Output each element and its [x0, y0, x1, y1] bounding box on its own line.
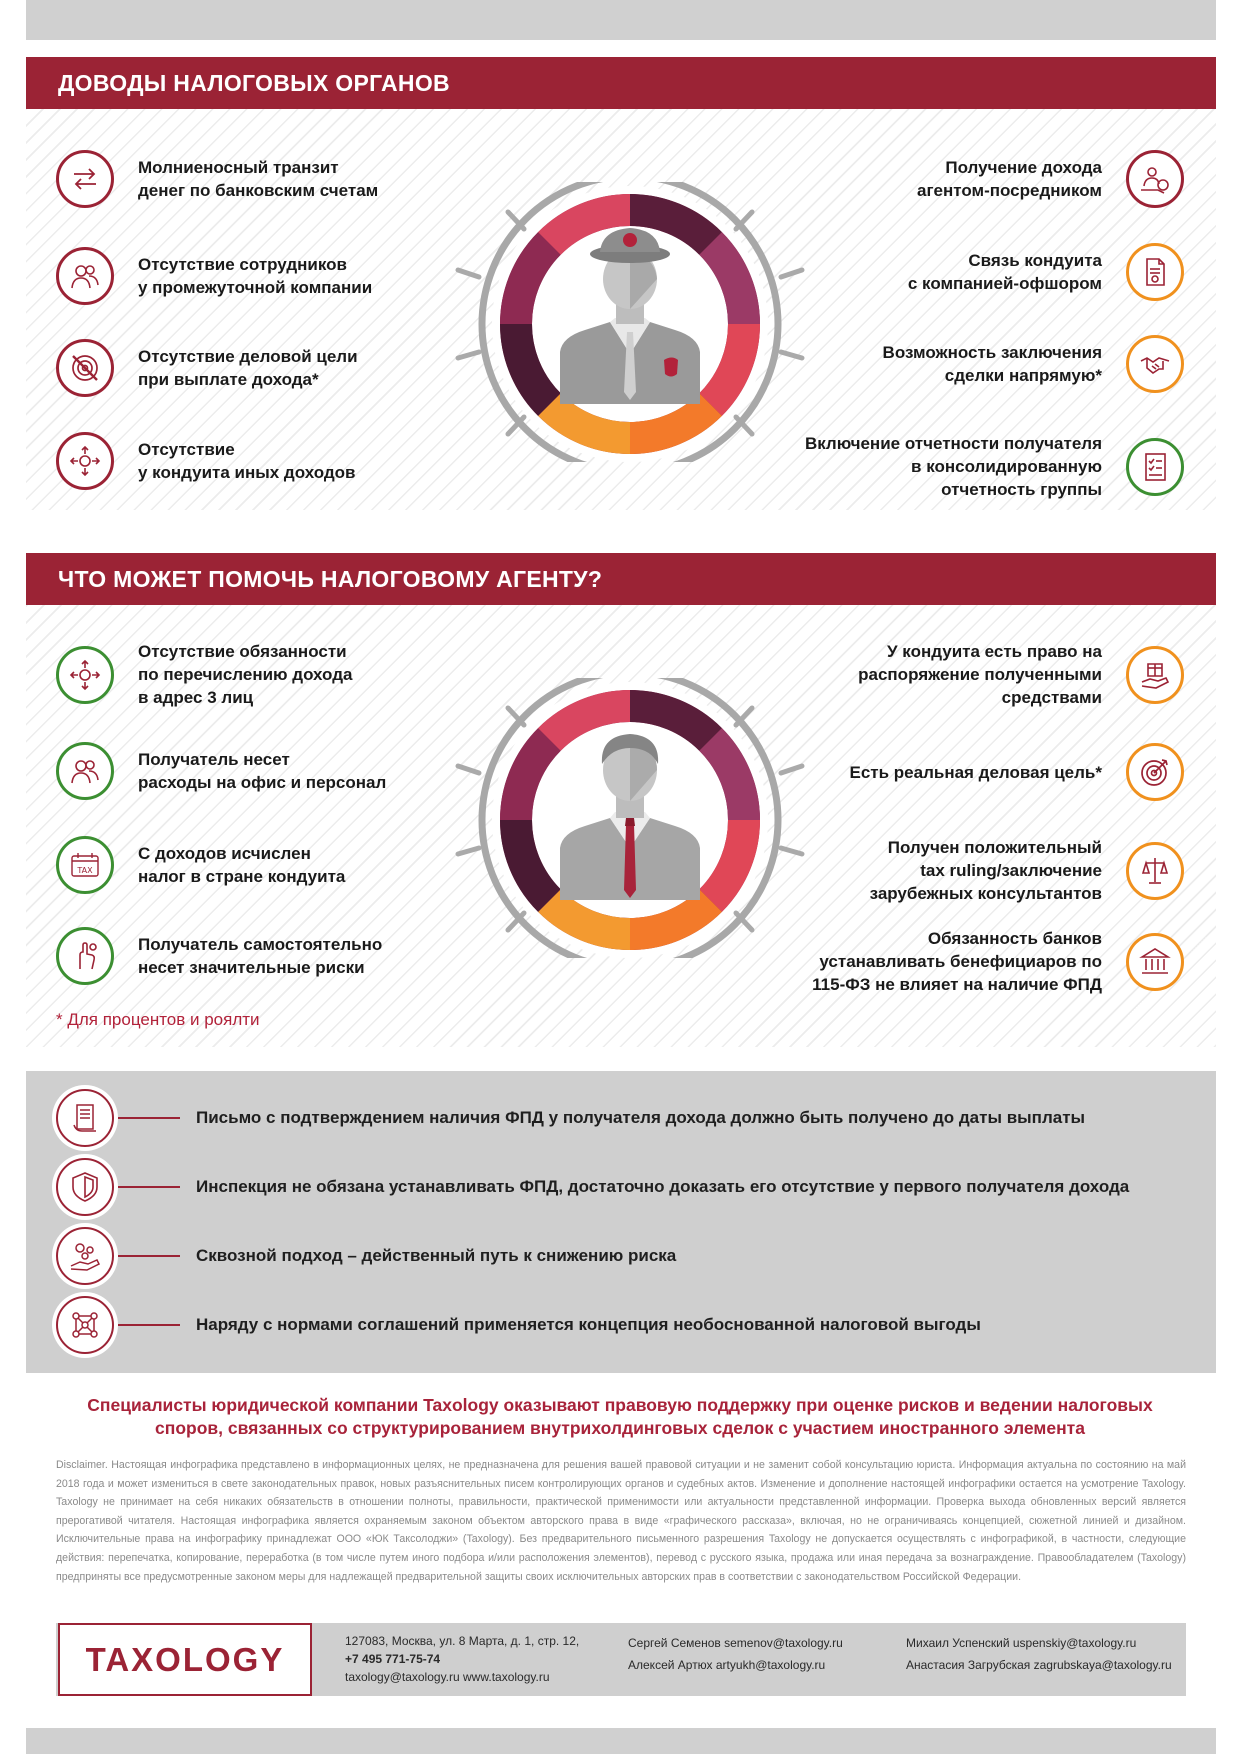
bottom-bar	[26, 1728, 1216, 1754]
footer-contacts-1	[628, 1632, 843, 1676]
conclusion-row: Сквозной подход – действенный путь к снижению риска	[56, 1227, 676, 1285]
contact-link[interactable]: Михаил Успенский uspenskiy@taxology.ru	[906, 1636, 1137, 1650]
money-arrows-icon	[56, 432, 114, 490]
argument-item: Связь кондуита с компанией-офшором	[908, 243, 1184, 301]
argument-item: Отсутствие деловой цели при выплате дохода*	[56, 339, 358, 397]
connector-line	[118, 1186, 180, 1188]
network-icon	[56, 1296, 114, 1354]
taxology-logo: TAXOLOGY	[58, 1623, 312, 1696]
connector-line	[118, 1324, 180, 1326]
conclusion-row: Письмо с подтверждением наличия ФПД у получателя дохода должно быть получено до даты выплаты	[56, 1089, 1085, 1147]
argument-item: Отсутствие у кондуита иных доходов	[56, 432, 356, 490]
svg-text:TAX: TAX	[77, 866, 93, 875]
argument-item: Молниеносный транзит денег по банковским счетам	[56, 150, 378, 208]
argument-item: Получение дохода агентом-посредником	[917, 150, 1184, 208]
help-item: Получен положительный tax ruling/заключение зарубежных консультантов	[870, 836, 1184, 905]
argument-item: Возможность заключения сделки напрямую*	[883, 335, 1184, 393]
shield-icon	[56, 1158, 114, 1216]
help-item: Есть реальная деловая цель*	[849, 743, 1184, 801]
employees-icon	[56, 742, 114, 800]
conclusion-row: Инспекция не обязана устанавливать ФПД, достаточно доказать его отсутствие у первого получателя дохода	[56, 1158, 1129, 1216]
help-item: Получатель несет расходы на офис и персонал	[56, 742, 386, 800]
contact-link[interactable]: Анастасия Загрубская zagrubskaya@taxology.ru	[906, 1658, 1172, 1672]
checklist-icon	[1126, 438, 1184, 496]
footer-contacts-2	[906, 1632, 1172, 1676]
phone-text[interactable]: +7 495 771-75-74	[345, 1652, 441, 1666]
address-text: 127083, Москва, ул. 8 Марта, д. 1, стр. 12,	[345, 1634, 580, 1648]
employees-icon	[56, 247, 114, 305]
bank-icon	[1126, 933, 1184, 991]
document-icon	[1126, 243, 1184, 301]
contact-link[interactable]: Сергей Семенов semenov@taxology.ru	[628, 1636, 843, 1650]
footnote: * Для процентов и роялти	[56, 1010, 260, 1029]
handshake-icon	[1126, 335, 1184, 393]
officer-dial	[450, 182, 810, 462]
help-item: У кондуита есть право на распоряжение полученными средствами	[858, 640, 1184, 709]
help-item: TAX С доходов исчислен налог в стране кондуита	[56, 836, 345, 894]
agent-money-icon	[1126, 150, 1184, 208]
transfer-arrows-icon	[56, 150, 114, 208]
argument-item: Включение отчетности получателя в консолидированную отчетность группы	[805, 432, 1184, 501]
connector-line	[118, 1117, 180, 1119]
footer-address-block	[345, 1632, 579, 1686]
argument-item: Отсутствие сотрудников у промежуточной компании	[56, 247, 372, 305]
box-hand-icon	[1126, 646, 1184, 704]
call-to-action: Специалисты юридической компании Taxology оказывают правовую поддержку при оценке рисков и ведении налоговых споров, связанных со структурированием внутрихолдинговых сделок с участием иностранного элемента	[87, 1395, 1153, 1438]
hand-money-icon	[56, 927, 114, 985]
help-item: Отсутствие обязанности по перечислению дохода в адрес 3 лиц	[56, 640, 352, 709]
disclaimer: Disclaimer. Настоящая инфографика представлено в информационных целях, не предназначена для решения вашей правовой ситуации и не заменит собой консультацию юриста. Информация актуальна по состоянию на май 2018 года и может измениться в свете законодательных правок, новых разъяснительных писем контролирующих органов и судебных актов. Изменение и дополнение настоящей инфографики остается на усмотрение Taxology. Taxology не принимает на себя никаких обязательств в отношении полноты, правильности, практической применимости или актуальности представленной информации. Проверка выхода обновленных версий является прерогативой читателя. Настоящая инфографика является охраняемым законом объектом авторского права в виде «графического рассказа», включая, но не ограничиваясь концепцией, сюжетной линией и дизайном. Исключительные права на инфографику принадлежат ООО «ЮК Таксолоджи» (Taxology). Без предварительного письменного разрешения Taxology не допускается осуществлять с инфографикой, в частности, следующие действия: перепечатка, копирование, переработка (в том числе путем иного подбора и/или расположения элементов), перевод с русского языка, продажа или иная передача за вознаграждение. Правообладателем (Taxology) предприняты все предусмотренные законом меры для надлежащей предварительной защиты своих исключительных авторских прав в соответствии с законодательством Российской Федерации.	[56, 1459, 1186, 1583]
tax-calendar-icon	[56, 836, 114, 894]
no-target-icon	[56, 339, 114, 397]
section2-title: ЧТО МОЖЕТ ПОМОЧЬ НАЛОГОВОМУ АГЕНТУ?	[26, 553, 1216, 605]
help-item: Получатель самостоятельно несет значительные риски	[56, 927, 382, 985]
connector-line	[118, 1255, 180, 1257]
top-bar	[26, 0, 1216, 40]
target-icon	[1126, 743, 1184, 801]
agent-dial	[450, 678, 810, 958]
conclusion-row: Наряду с нормами соглашений применяется концепция необоснованной налоговой выгоды	[56, 1296, 981, 1354]
contact-link[interactable]: Алексей Артюх artyukh@taxology.ru	[628, 1658, 826, 1672]
section1-title: ДОВОДЫ НАЛОГОВЫХ ОРГАНОВ	[26, 57, 1216, 109]
letter-icon	[56, 1089, 114, 1147]
money-arrows-icon	[56, 646, 114, 704]
scales-icon	[1126, 842, 1184, 900]
help-item: Обязанность банков устанавливать бенефициаров по 115-ФЗ не влияет на наличие ФПД	[812, 927, 1184, 996]
hand-coins-icon	[56, 1227, 114, 1285]
web-email-link[interactable]: taxology@taxology.ru www.taxology.ru	[345, 1670, 550, 1684]
